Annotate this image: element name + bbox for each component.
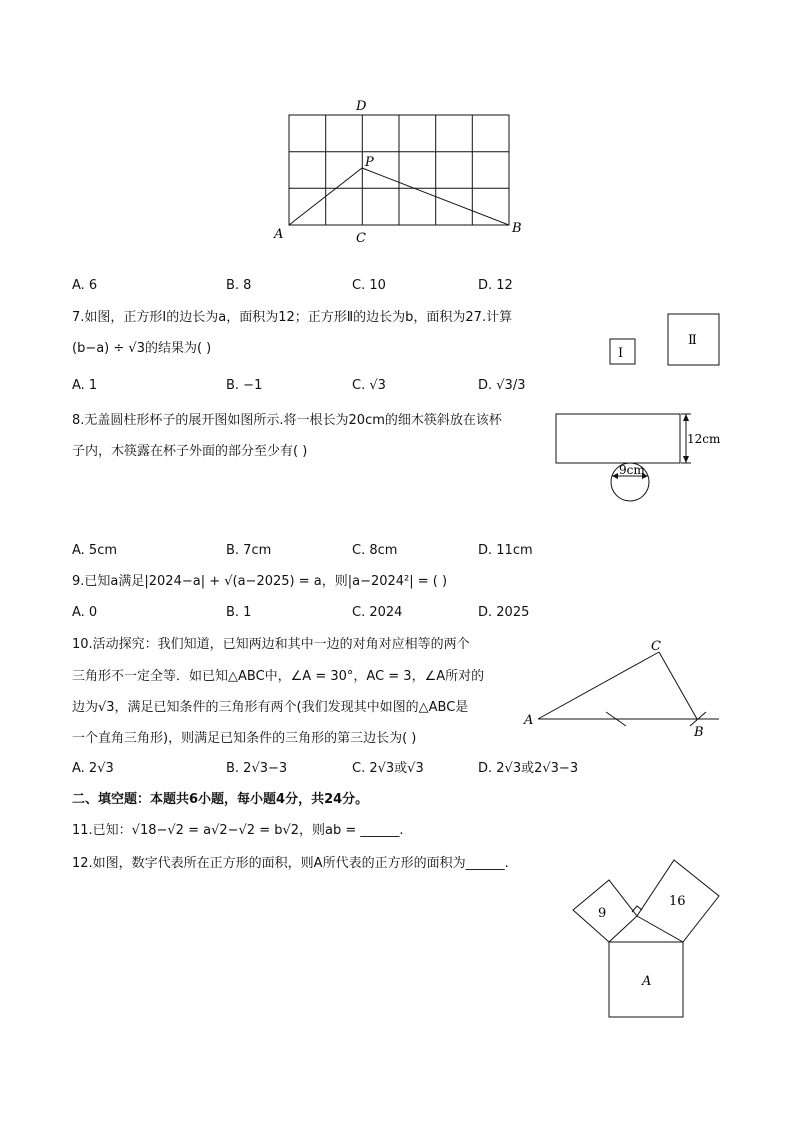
height-label: 12cm	[687, 432, 721, 446]
q9-option-c[interactable]: C. 2024	[352, 605, 403, 620]
q8-option-d[interactable]: D. 11cm	[478, 543, 533, 558]
q9-text-line1: 9.已知a满足|2024−a| + √(a−2025) = a，则|a−2024²| = ( )	[72, 574, 448, 589]
q7-option-d[interactable]: D. √3/3	[478, 378, 526, 393]
tri-label-B: B	[694, 725, 704, 740]
q7-option-c[interactable]: C. √3	[352, 378, 386, 393]
tri-label-A: A	[524, 713, 534, 728]
q8-option-c[interactable]: C. 8cm	[352, 543, 398, 558]
label-C: C	[356, 231, 366, 246]
section2-title: 二、填空题：本题共6小题，每小题4分，共24分。	[72, 792, 369, 807]
q12-text-line1: 12.如图，数字代表所在正方形的面积，则A所代表的正方形的面积为______.	[72, 856, 509, 871]
square-I-label: Ⅰ	[618, 346, 624, 361]
q8-option-a[interactable]: A. 5cm	[72, 543, 118, 558]
q6-option-c[interactable]: C. 10	[352, 278, 386, 293]
square-II-label: Ⅱ	[688, 333, 697, 348]
square-A-label: A	[642, 974, 652, 989]
q10-text-line2: 三角形不一定全等．如已知△ABC中，∠A = 30°，AC = 3，∠A所对的	[72, 669, 485, 684]
q10-text-line1: 10.活动探究：我们知道，已知两边和其中一边的对角对应相等的两个	[72, 637, 470, 652]
label-D: D	[356, 99, 367, 114]
q10-option-d[interactable]: D. 2√3或2√3−3	[478, 761, 579, 776]
label-A: A	[274, 227, 284, 242]
q8-text-line1: 8.无盖圆柱形杯子的展开图如图所示.将一根长为20cm的细木筷斜放在该杯	[72, 413, 502, 428]
q10-text-line4: 一个直角三角形)，则满足已知条件的三角形的第三边长为( )	[72, 731, 417, 746]
label-B: B	[512, 221, 522, 236]
q10-text-line3: 边为√3，满足已知条件的三角形有两个(我们发现其中如图的△ABC是	[72, 700, 469, 715]
q7-option-a[interactable]: A. 1	[72, 378, 98, 393]
q6-option-d[interactable]: D. 12	[478, 278, 513, 293]
q10-option-b[interactable]: B. 2√3−3	[226, 761, 288, 776]
q10-option-c[interactable]: C. 2√3或√3	[352, 761, 424, 776]
q8-text-line2: 子内，木筷露在杯子外面的部分至少有( )	[72, 444, 308, 459]
square-9-label: 9	[598, 906, 607, 921]
q7-option-b[interactable]: B. −1	[226, 378, 263, 393]
label-P: P	[365, 155, 374, 170]
q7-text-line1: 7.如图，正方形Ⅰ的边长为a，面积为12；正方形Ⅱ的边长为b，面积为27.计算	[72, 310, 513, 325]
q6-option-b[interactable]: B. 8	[226, 278, 252, 293]
diameter-label: 9cm	[619, 463, 645, 477]
square-16-label: 16	[669, 894, 686, 909]
q9-option-d[interactable]: D. 2025	[478, 605, 530, 620]
tri-label-C: C	[651, 639, 661, 654]
q9-option-b[interactable]: B. 1	[226, 605, 252, 620]
q11-text-line1: 11.已知：√18−√2 = a√2−√2 = b√2，则ab = ______.	[72, 823, 404, 838]
q6-option-a[interactable]: A. 6	[72, 278, 98, 293]
q9-option-a[interactable]: A. 0	[72, 605, 98, 620]
q8-option-b[interactable]: B. 7cm	[226, 543, 272, 558]
q10-option-a[interactable]: A. 2√3	[72, 761, 114, 776]
q7-text-line2: (b−a) ÷ √3的结果为( )	[72, 341, 212, 356]
